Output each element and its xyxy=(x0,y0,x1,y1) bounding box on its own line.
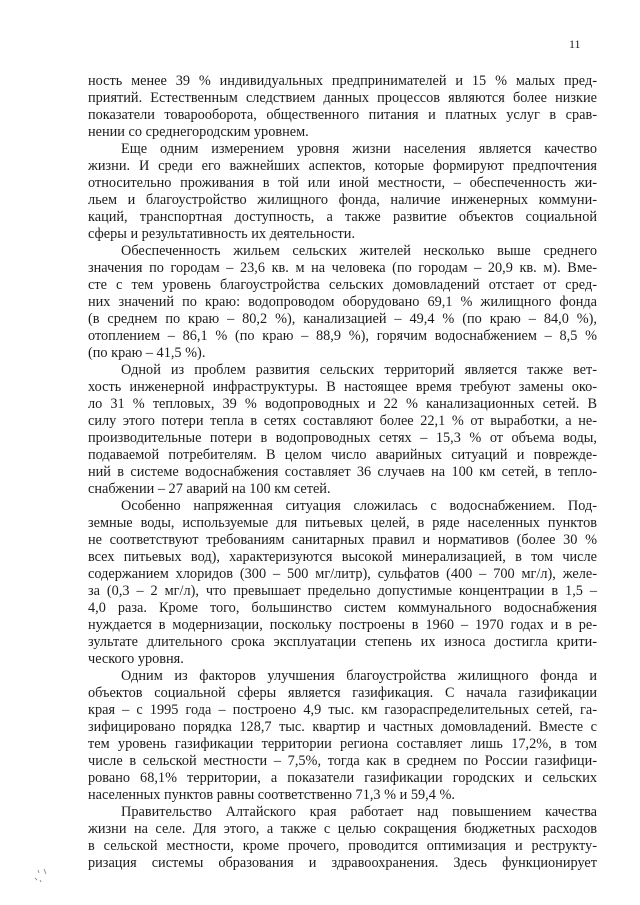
text-line: сте с тем уровень благоустройства сельских домовладений отстает от сред- xyxy=(88,277,597,293)
text-line: ческого уровня. xyxy=(88,651,184,667)
text-line: показатели товарооборота, общественного питания и платных услуг в срав- xyxy=(88,107,597,123)
text-line: тем уровень газификации территории региона составляет лишь 17,2%, в том xyxy=(88,736,597,752)
text-line: объектов социальной сферы является газификация. С начала газификации xyxy=(88,685,597,701)
text-line: Обеспеченность жильем сельских жителей несколько выше среднего xyxy=(121,243,597,259)
text-line: нении со среднегородским уровнем. xyxy=(88,124,309,140)
text-line: подаваемой потребителям. В целом число аварийных ситуаций и поврежде- xyxy=(88,447,597,463)
text-line: края – с 1995 года – построено 4,9 тыс. км газораспределительных сетей, га- xyxy=(88,702,597,718)
text-line: приятий. Естественным следствием данных процессов являются более низкие xyxy=(88,90,597,106)
text-line: значения по городам – 23,6 кв. м на человека (по городам – 20,9 кв. м). Вме- xyxy=(88,260,597,276)
text-line: Одной из проблем развития сельских территорий является также вет- xyxy=(121,362,597,378)
scan-artifact-mark xyxy=(34,868,50,884)
text-line: Еще одним измерением уровня жизни населения является качество xyxy=(121,141,597,157)
paragraph xyxy=(88,362,597,498)
text-line: не соответствуют требованиям санитарных правил и нормативов (более 30 % xyxy=(88,532,597,548)
text-line: снабжении – 27 аварий на 100 км сетей. xyxy=(88,481,331,497)
text-line: нуждается в модернизации, поскольку построены в 1960 – 1970 годах и в ре- xyxy=(88,617,597,633)
text-line: содержанием хлоридов (300 – 500 мг/литр), сульфатов (400 – 700 мг/л), желе- xyxy=(88,566,597,582)
text-line: сферы и результативность их деятельности. xyxy=(88,226,356,242)
text-line: 4,0 раза. Кроме того, большинство систем коммунального водоснабжения xyxy=(88,600,597,616)
text-line: Одним из факторов улучшения благоустройства жилищного фонда и xyxy=(121,668,597,684)
text-line: за (0,3 – 2 мг/л), что превышает предельно допустимые концентрации в 1,5 – xyxy=(88,583,597,599)
paragraph xyxy=(88,668,597,804)
text-line: земные воды, используемые для питьевых целей, в ряде населенных пунктов xyxy=(88,515,597,531)
document-body xyxy=(88,73,597,872)
text-line: производительные потери в водопроводных сетях – 15,3 % от объема воды, xyxy=(88,430,597,446)
paragraph xyxy=(88,498,597,668)
text-line: (в среднем по краю – 80,2 %), канализацией – 49,4 % (по краю – 84,0 %), xyxy=(88,311,597,327)
text-line: населенных пунктов равны соответственно 71,3 % и 59,4 %. xyxy=(88,787,455,803)
text-line: ровано 68,1% территории, а показатели газификации городских и сельских xyxy=(88,770,597,786)
text-line: ризация системы образования и здравоохранения. Здесь функционирует xyxy=(88,855,597,871)
text-line: Особенно напряженная ситуация сложилась с водоснабжением. Под- xyxy=(121,498,597,514)
paragraph xyxy=(88,141,597,243)
text-line: каций, транспортная доступность, а также развитие объектов социальной xyxy=(88,209,597,225)
text-line: зультате длительного срока эксплуатации степень их износа достигла крити- xyxy=(88,634,597,650)
text-line: отоплением – 86,1 % (по краю – 88,9 %), горячим водоснабжением – 8,5 % xyxy=(88,328,597,344)
text-line: хость инженерной инфраструктуры. В настоящее время требуют замены око- xyxy=(88,379,597,395)
text-line: зифицировано порядка 128,7 тыс. квартир и частных домовладений. Вместе с xyxy=(88,719,597,735)
text-line: них значений по краю: водопроводом оборудовано 69,1 % жилищного фонда xyxy=(88,294,597,310)
text-line: силу этого потери тепла в сетях составляют более 22,1 % от выработки, а не- xyxy=(88,413,597,429)
paragraph xyxy=(88,804,597,872)
text-line: льем и благоустройство жилищного фонда, наличие инженерных коммуни- xyxy=(88,192,597,208)
text-line: относительно проживания в той или иной местности, – обеспеченность жи- xyxy=(88,175,597,191)
text-line: в сельской местности, кроме прочего, проводится оптимизация и реструкту- xyxy=(88,838,597,854)
text-line: ний в системе водоснабжения составляет 36 случаев на 100 км сетей, в тепло- xyxy=(88,464,597,480)
paragraph xyxy=(88,73,597,141)
text-line: ность менее 39 % индивидуальных предпринимателей и 15 % малых пред- xyxy=(88,73,597,89)
text-line: жизни на селе. Для этого, а также с целью сокращения бюджетных расходов xyxy=(88,821,597,837)
paragraph xyxy=(88,243,597,362)
text-line: (по краю – 41,5 %). xyxy=(88,345,206,361)
text-line: жизни. И среди его важнейших аспектов, которые формируют предпочтения xyxy=(88,158,597,174)
text-line: числе в сельской местности – 7,5%, тогда как в среднем по России газифици- xyxy=(88,753,597,769)
page-number: 11 xyxy=(569,37,581,51)
text-line: Правительство Алтайского края работает над повышением качества xyxy=(121,804,597,820)
text-line: всех питьевых вод), характеризуются высокой минерализацией, в том числе xyxy=(88,549,597,565)
text-line: ло 31 % тепловых, 39 % водопроводных и 22 % канализационных сетей. В xyxy=(88,396,597,412)
